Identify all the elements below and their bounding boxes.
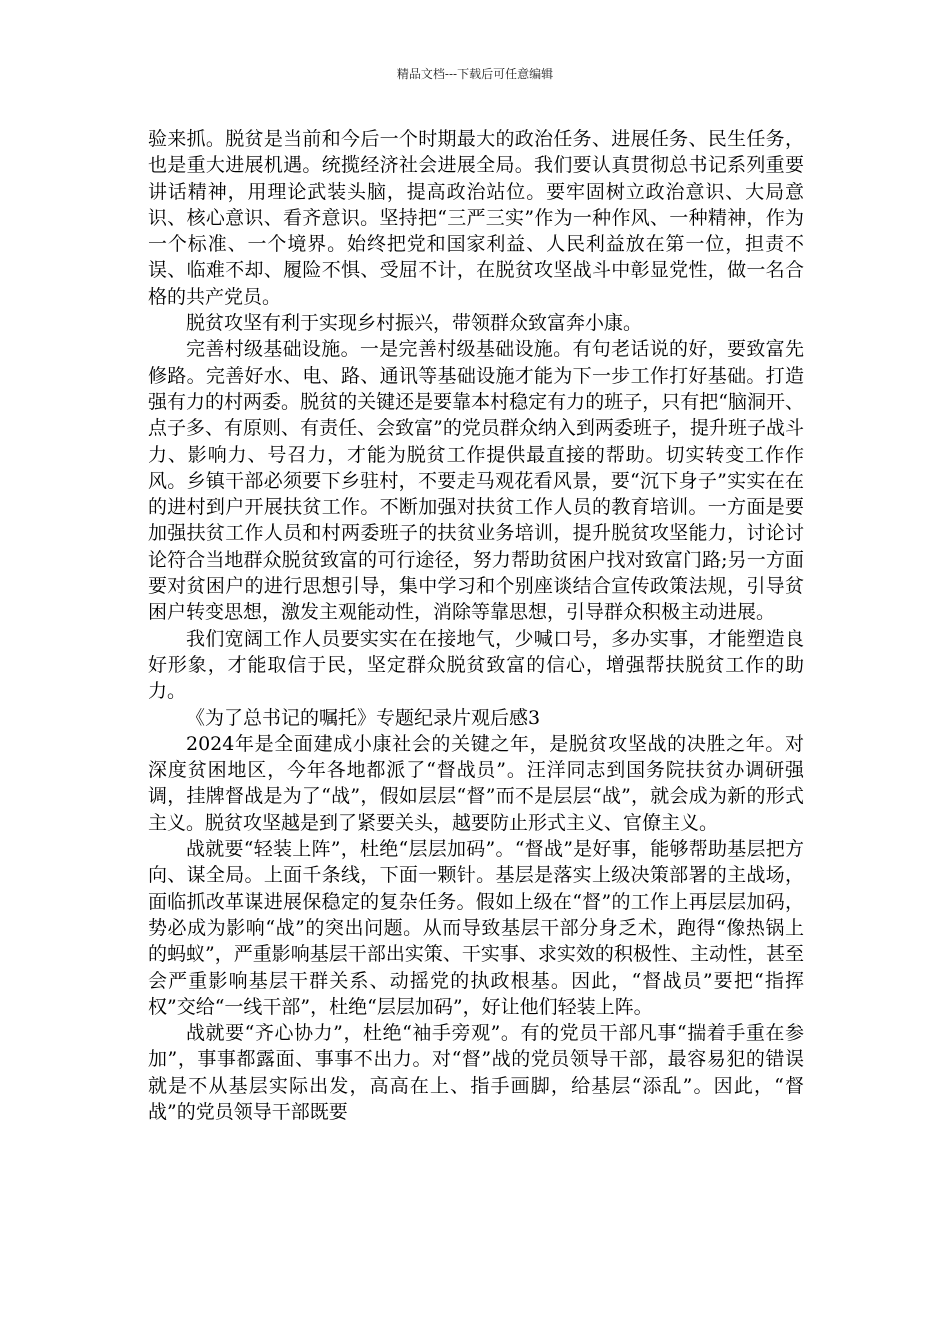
paragraph-7: 战就要“齐心协力”，杜绝“袖手旁观”。有的党员干部凡事“揣着手重在参加”，事事都露面、事事不出力。对“督”战的党员领导干部，最容易犯的错误就是不从基层实际出发，高高在上、指手画脚，给基层“添乱”。因此，“督战”的党员领导干部既要 — [148, 1022, 804, 1123]
section-title: 《为了总书记的嘱托》专题纪录片观后感3 — [186, 706, 541, 729]
paragraph-4: 我们宽阔工作人员要实实在在接地气，少喊口号，多办实事，才能塑造良好形象，才能取信于民，坚定群众脱贫致富的信心，增强帮扶脱贫工作的助力。 — [148, 627, 804, 703]
paragraph-5: 2024年是全面建成小康社会的关键之年，是脱贫攻坚战的决胜之年。对深度贫困地区，今年各地都派了“督战员”。汪洋同志到国务院扶贫办调研强调，挂牌督战是为了“战”，假如层层“督”而不是层层“战”，就会成为新的形式主义。脱贫攻坚越是到了紧要关头，越要防止形式主义、官僚主义。 — [148, 732, 804, 834]
paragraph-1: 验来抓。脱贫是当前和今后一个时期最大的政治任务、进展任务、民生任务，也是重大进展机遇。统揽经济社会进展全局。我们要认真贯彻总书记系列重要讲话精神，用理论武装头脑，提高政治站位。要牢固树立政治意识、大局意识、核心意识、看齐意识。坚持把“三严三实”作为一种作风、一种精神，作为一个标准、一个境界。始终把党和国家利益、人民利益放在第一位，担责不误、临难不却、履险不惧、受屈不计，在脱贫攻坚战斗中彰显党性，做一名合格的共产党员。 — [148, 128, 804, 308]
document-body — [148, 126, 804, 1125]
paragraph-6: 战就要“轻装上阵”，杜绝“层层加码”。“督战”是好事，能够帮助基层把方向、谋全局。上面千条线，下面一颗针。基层是落实上级决策部署的主战场，面临抓改革谋进展保稳定的复杂任务。假如上级在“督”的工作上再层层加码，势必成为影响“战”的突出问题。从而导致基层干部分身乏术，跑得“像热锅上的蚂蚁”，严重影响基层干部出实策、干实事、求实效的积极性、主动性，甚至会严重影响基层干群关系、动摇党的执政根基。因此，“督战员”要把“指挥权”交给“一线干部”，杜绝“层层加码”，好让他们轻装上阵。 — [148, 838, 804, 1018]
page-header: 精品文档---下载后可任意编辑 — [396, 67, 554, 81]
paragraph-3: 完善村级基础设施。一是完善村级基础设施。有句老话说的好，要致富先修路。完善好水、电、路、通讯等基础设施才能为下一步工作打好基础。打造强有力的村两委。脱贫的关键还是要靠本村稳定有力的班子，只有把“脑洞开、点子多、有原则、有责任、会致富”的党员群众纳入到两委班子，提升班子战斗力、影响力、号召力，才能为脱贫工作提供最直接的帮助。切实转变工作作风。乡镇干部必须要下乡驻村，不要走马观花看风景，要“沉下身子”实实在在的进村到户开展扶贫工作。不断加强对扶贫工作人员的教育培训。一方面是要加强扶贫工作人员和村两委班子的扶贫业务培训，提升脱贫攻坚能力，讨论讨论符合当地群众脱贫致富的可行途径，努力帮助贫困户找对致富门路;另一方面要对贫困户的进行思想引导，集中学习和个别座谈结合宣传政策法规，引导贫困户转变思想，激发主观能动性，消除等靠思想，引导群众积极主动进展。 — [148, 338, 804, 624]
paragraph-2: 脱贫攻坚有利于实现乡村振兴，带领群众致富奔小康。 — [186, 312, 643, 335]
